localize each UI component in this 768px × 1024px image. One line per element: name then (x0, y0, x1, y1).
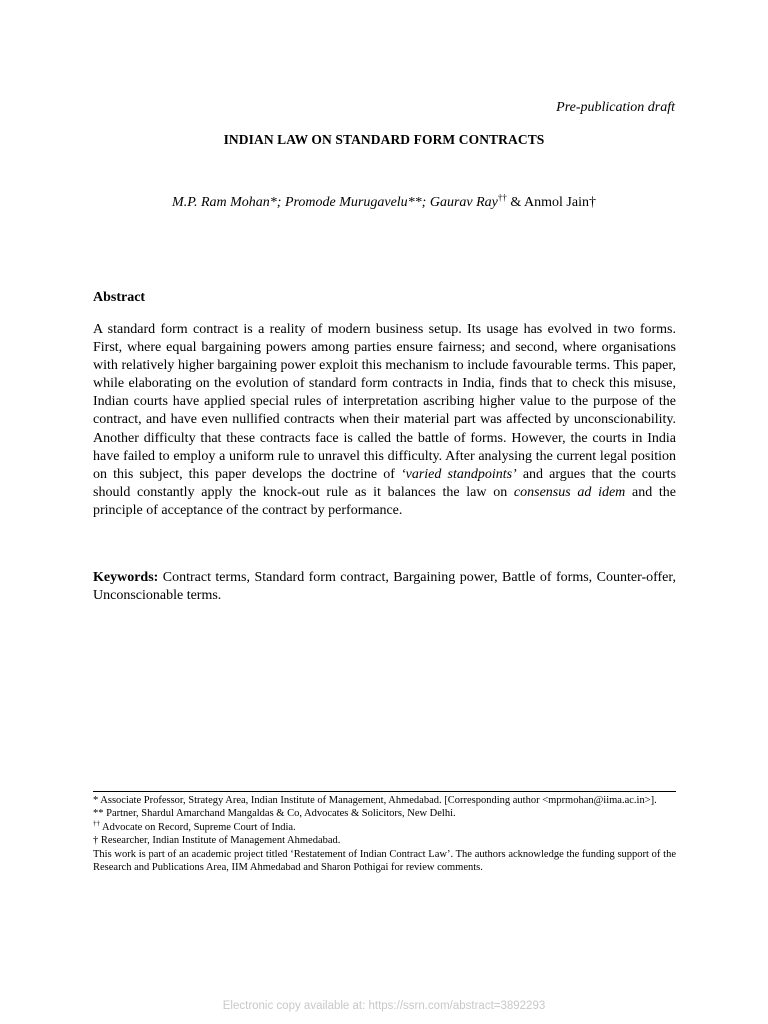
footnote-3-mark: †† (93, 819, 100, 828)
footnotes (93, 794, 676, 874)
abstract-body (93, 321, 676, 520)
author-separator-1: ; (276, 195, 285, 210)
abstract-text-part-2: and argues that the courts should constantly apply the knock-out rule as it balances the law on (93, 466, 677, 500)
author-1: M.P. Ram Mohan* (172, 195, 277, 210)
keywords-label: Keywords: (93, 570, 159, 585)
author-4: Anmol Jain† (524, 195, 596, 210)
paper-title: INDIAN LAW ON STANDARD FORM CONTRACTS (223, 132, 545, 147)
draft-label: Pre-publication draft (556, 100, 675, 115)
keywords-paragraph (93, 569, 676, 605)
footnote-divider (93, 791, 676, 792)
author-line (0, 192, 768, 211)
author-2: Promode Murugavelu** (284, 195, 422, 210)
abstract-italic-varied-standpoints: ‘varied standpoints’ (400, 466, 517, 482)
author-3-footnote-mark: †† (497, 192, 507, 203)
footnote-5: This work is part of an academic project titled ‘Restatement of Indian Contract Law’. The authors acknowledge the funding support of the Research and Publications Area, IIM Ahmedabad and Sharon Pothigai for review comments. (93, 848, 676, 874)
author-separator-3: & (506, 195, 525, 210)
footnote-4: † Researcher, Indian Institute of Management Ahmedabad. (93, 835, 341, 847)
keywords-text: Contract terms, Standard form contract, Bargaining power, Battle of forms, Counter-offer, Unconscionable terms. (93, 570, 676, 604)
ssrn-watermark: Electronic copy available at: https://ssrn.com/abstract=3892293 (222, 1000, 546, 1012)
abstract-text-part-1: A standard form contract is a reality of modern business setup. Its usage has evolved in two forms. First, where equal bargaining powers among parties ensure fairness; and second, where organisations with relatively higher bargaining power exploit this mechanism to include favourable terms. This paper, while elaborating on the evolution of standard form contracts in India, finds that to check this misuse, Indian courts have applied special rules of interpretation ascribing higher value to the purpose of the contract, and have even nullified contracts when their material part was affected by unconscionability. Another difficulty that these contracts face is called the battle of forms. However, the courts in India have failed to employ a uniform rule to unravel this difficulty. After analysing the current legal position on this subject, this paper develops the doctrine of (93, 322, 676, 482)
abstract-heading: Abstract (93, 290, 146, 305)
author-3: Gaurav Ray (429, 195, 498, 210)
footnote-3 (93, 821, 676, 834)
footnote-2: ** Partner, Shardul Amarchand Mangaldas & Co, Advocates & Solicitors, New Delhi. (93, 808, 456, 820)
author-separator-2: ; (421, 195, 430, 210)
footnote-1: * Associate Professor, Strategy Area, Indian Institute of Management, Ahmedabad. [Corresponding author <mprmohan@iima.ac.in>]. (93, 795, 657, 806)
abstract-italic-consensus: consensus ad idem (513, 484, 626, 500)
footnote-3-text: Advocate on Record, Supreme Court of India. (100, 821, 296, 833)
abstract-text-part-3: and the principle of acceptance of the contract by performance. (93, 484, 676, 518)
